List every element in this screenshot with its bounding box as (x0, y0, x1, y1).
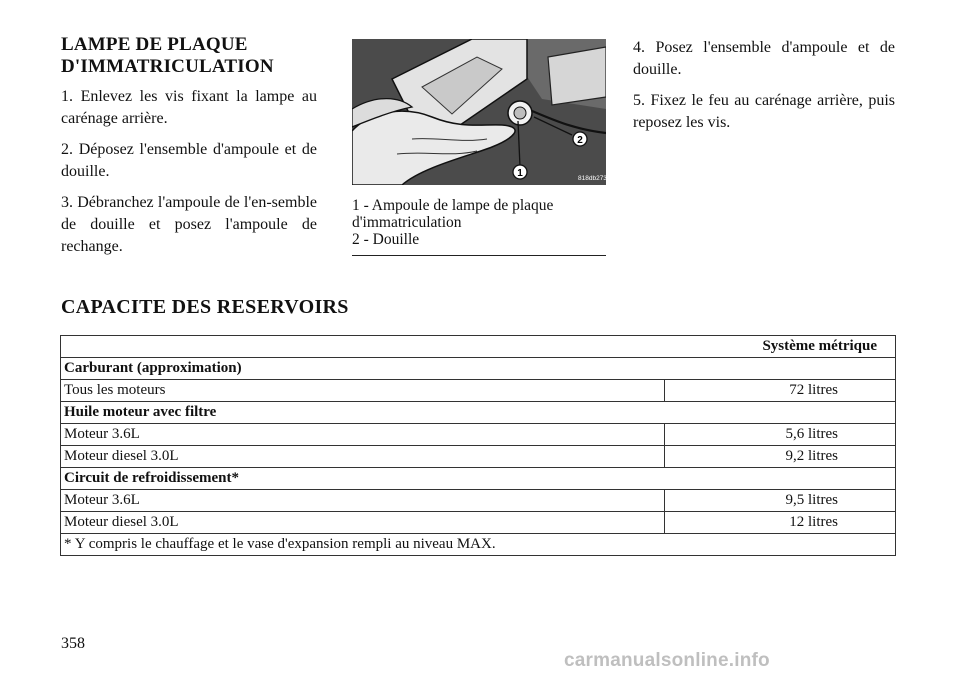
row-value: 9,2 litres (665, 446, 896, 468)
oil-group: Huile moteur avec filtre (61, 402, 896, 424)
table-header-row (61, 336, 896, 358)
table-row (61, 512, 896, 534)
step-1: 1. Enlevez les vis fixant la lampe au carénage arrière. (61, 88, 317, 127)
step-5: 5. Fixez le feu au carénage arrière, puis reposez les vis. (633, 92, 895, 131)
step-3: 3. Débranchez l'ampoule de l'en-semble de douille et posez l'ampoule de rechange. (61, 194, 317, 255)
right-column (633, 37, 895, 134)
license-lamp-illustration (352, 39, 606, 185)
table-row (61, 490, 896, 512)
table-row (61, 380, 896, 402)
row-value: 72 litres (665, 380, 896, 402)
capacities-title: CAPACITE DES RESERVOIRS (61, 296, 349, 318)
page-number: 358 (61, 635, 85, 652)
license-lamp-title: LAMPE DE PLAQUE D'IMMATRICULATION (61, 34, 274, 77)
table-row (61, 446, 896, 468)
figure-code: 818db273 (578, 175, 606, 182)
table-footnote-row (61, 534, 896, 556)
row-label: Tous les moteurs (61, 380, 665, 402)
caption-item-2: 2 - Douille (352, 231, 420, 248)
step-2: 2. Déposez l'ensemble d'ampoule et de douille. (61, 141, 317, 180)
row-label: Moteur 3.6L (61, 490, 665, 512)
fuel-group: Carburant (approximation) (61, 358, 896, 380)
caption-item-1: 1 - Ampoule de lampe de plaque d'immatriculation (352, 197, 554, 231)
metric-header: Système métrique (61, 336, 896, 358)
step-4: 4. Posez l'ensemble d'ampoule et de douille. (633, 39, 895, 78)
watermark[interactable]: carmanualsonline.info (564, 650, 770, 671)
row-value: 5,6 litres (665, 424, 896, 446)
row-label: Moteur 3.6L (61, 424, 665, 446)
callout-2: 2 (577, 135, 583, 146)
figure-caption (352, 197, 606, 248)
row-value: 9,5 litres (665, 490, 896, 512)
caption-divider (352, 255, 606, 256)
row-value: 12 litres (665, 512, 896, 534)
table-row (61, 424, 896, 446)
left-column (61, 34, 317, 258)
capacities-table (60, 335, 896, 556)
license-lamp-figure (352, 39, 606, 185)
table-group-row (61, 402, 896, 424)
row-label: Moteur diesel 3.0L (61, 512, 665, 534)
footnote: * Y compris le chauffage et le vase d'expansion rempli au niveau MAX. (61, 534, 896, 556)
table-group-row (61, 358, 896, 380)
callout-1: 1 (517, 168, 523, 179)
table-group-row (61, 468, 896, 490)
row-label: Moteur diesel 3.0L (61, 446, 665, 468)
coolant-group: Circuit de refroidissement* (61, 468, 896, 490)
